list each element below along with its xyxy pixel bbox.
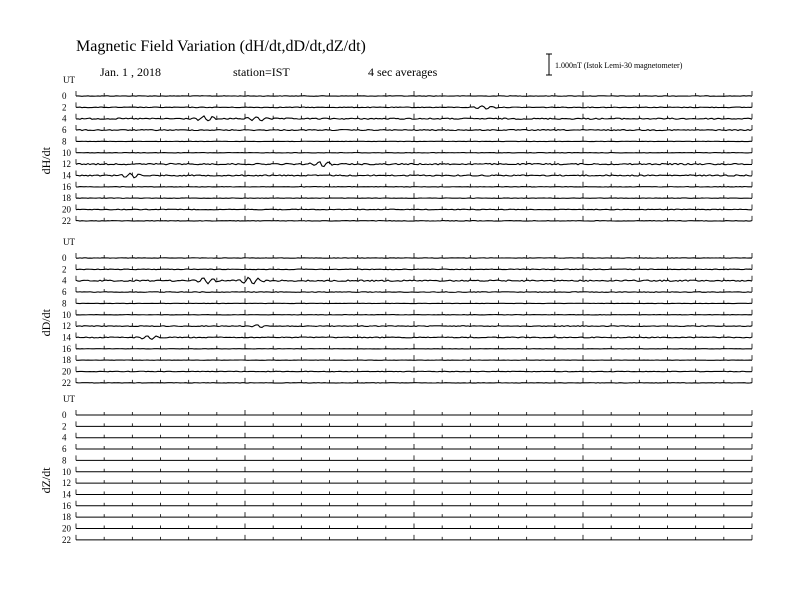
hour-tick-label: 16 [62, 181, 71, 192]
hour-tick-label: 8 [62, 455, 67, 466]
hour-tick-label: 22 [62, 534, 71, 545]
hour-tick-label: 4 [62, 113, 67, 124]
ut-axis-label: UT [63, 394, 75, 404]
hour-tick-label: 8 [62, 136, 67, 147]
hour-tick-label: 18 [62, 355, 71, 366]
hour-tick-label: 16 [62, 500, 71, 511]
ut-axis-label: UT [63, 237, 75, 247]
hour-tick-label: 6 [62, 125, 67, 136]
hour-tick-label: 8 [62, 298, 67, 309]
hour-tick-label: 18 [62, 512, 71, 523]
hour-tick-label: 20 [62, 366, 71, 377]
hour-tick-label: 6 [62, 287, 67, 298]
hour-tick-label: 20 [62, 523, 71, 534]
scale-bar-label: 1.000nT (Istok Lemi-30 magnetometer) [555, 61, 683, 70]
hour-tick-label: 22 [62, 215, 71, 226]
hour-tick-label: 2 [62, 421, 67, 432]
hour-tick-label: 4 [62, 432, 67, 443]
hour-tick-label: 12 [62, 478, 71, 489]
hour-tick-label: 14 [62, 489, 71, 500]
panel-label: dD/dt [39, 309, 53, 337]
panel-label: dZ/dt [39, 467, 53, 494]
hour-tick-label: 14 [62, 332, 71, 343]
hour-tick-label: 12 [62, 159, 71, 170]
date-label: Jan. 1 , 2018 [100, 65, 161, 79]
hour-tick-label: 16 [62, 343, 71, 354]
hour-tick-label: 2 [62, 102, 67, 113]
station-label: station=IST [233, 65, 290, 79]
panel-label: dH/dt [39, 147, 53, 175]
hour-tick-label: 4 [62, 275, 67, 286]
averaging-label: 4 sec averages [368, 65, 438, 79]
hour-tick-label: 2 [62, 264, 67, 275]
hour-tick-label: 0 [62, 91, 67, 101]
hour-tick-label: 10 [62, 466, 71, 477]
hour-tick-label: 10 [62, 309, 71, 320]
hour-tick-label: 6 [62, 444, 67, 455]
hour-tick-label: 22 [62, 377, 71, 388]
hour-tick-label: 14 [62, 170, 71, 181]
chart-title: Magnetic Field Variation (dH/dt,dD/dt,dZ/dt) [76, 38, 366, 55]
hour-tick-label: 18 [62, 193, 71, 204]
hour-tick-label: 0 [62, 410, 67, 420]
ut-axis-label: UT [63, 75, 75, 85]
hour-tick-label: 12 [62, 321, 71, 332]
hour-tick-label: 0 [62, 253, 67, 263]
hour-tick-label: 10 [62, 147, 71, 158]
hour-tick-label: 20 [62, 204, 71, 215]
